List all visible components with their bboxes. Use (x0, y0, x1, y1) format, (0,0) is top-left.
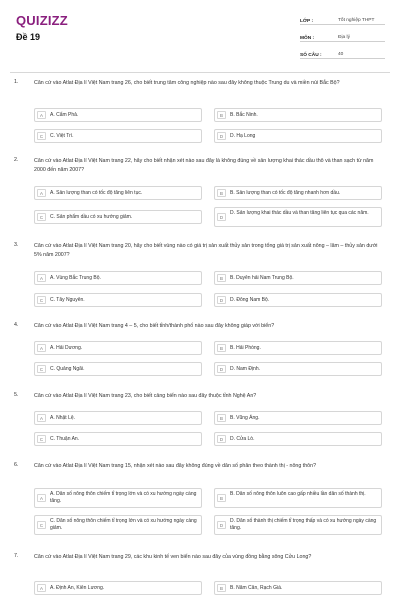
meta-value: Tốt nghiệp THPT (338, 18, 375, 23)
question-text: Căn cứ vào Atlat Địa lí Việt Nam trang 29, các khu kinh tế ven biển nào sau đây của vùng đồng bằng sông Cửu Long? (34, 554, 312, 560)
option-b[interactable] (214, 581, 382, 595)
question-number: 2. (14, 157, 19, 163)
option-text: D. Cửa Lò. (230, 436, 255, 442)
option-letter: A (37, 274, 46, 282)
option-d[interactable] (214, 207, 382, 227)
option-letter: C (37, 365, 46, 373)
question-text: Căn cứ vào Atlat Địa lí Việt Nam trang 20, hãy cho biết vùng nào có giá trị sản xuất thủy sản trong tổng giá trị sản xuất nông – lâm – thủy sản dưới 5% năm 2007? (34, 243, 378, 258)
option-a[interactable] (34, 108, 202, 122)
option-letter: C (37, 296, 46, 304)
header-divider (10, 72, 390, 73)
worksheet-header (0, 0, 400, 70)
option-letter: C (37, 132, 46, 140)
option-b[interactable] (214, 108, 382, 122)
option-b[interactable] (214, 341, 382, 355)
option-text: D. Hạ Long (230, 133, 256, 139)
option-letter: B (217, 414, 226, 422)
option-text: D. Sản lượng khai thác dầu và than tăng liên tục qua các năm. (230, 210, 369, 216)
option-letter: B (217, 344, 226, 352)
option-c[interactable] (34, 210, 202, 224)
option-text: A. Vùng Bắc Trung Bộ. (50, 275, 101, 281)
question-text: Căn cứ vào Atlat Địa lí Việt Nam trang 4 – 5, cho biết tỉnh/thành phố nào sau đây không giáp với biển? (34, 323, 275, 329)
option-text: A. Hải Dương. (50, 345, 83, 351)
option-text: D. Đông Nam Bộ. (230, 297, 270, 303)
option-c[interactable] (34, 362, 202, 376)
option-text: B. Sản lượng than có tốc độ tăng nhanh hơn dầu. (230, 190, 341, 196)
option-text: A. Định An, Kiên Lương. (50, 585, 105, 591)
worksheet-meta (300, 13, 385, 64)
option-d[interactable] (214, 293, 382, 307)
question-number: 3. (14, 242, 19, 248)
option-d[interactable] (214, 129, 382, 143)
meta-value: 40 (338, 52, 344, 57)
option-letter: D (217, 365, 226, 373)
option-a[interactable] (34, 581, 202, 595)
option-text: A. Nhật Lệ. (50, 415, 76, 421)
option-text: A. Cẩm Phả. (50, 112, 79, 118)
option-letter: B (217, 111, 226, 119)
option-letter: C (37, 521, 46, 529)
option-text: B. Hải Phòng. (230, 345, 261, 351)
option-letter: B (217, 189, 226, 197)
option-letter: C (37, 435, 46, 443)
option-letter: D (217, 132, 226, 140)
option-c[interactable] (34, 515, 202, 535)
question-text: Căn cứ vào Atlat Địa lí Việt Nam trang 23, cho biết cảng biển nào sau đây thuộc tỉnh Nghệ An? (34, 393, 257, 399)
option-b[interactable] (214, 271, 382, 285)
option-text: A. Dân số nông thôn chiếm tỉ trọng lớn và có xu hướng ngày càng tăng. (50, 491, 197, 504)
option-letter: C (37, 213, 46, 221)
option-letter: D (217, 213, 226, 221)
exam-title: Đề 19 (16, 32, 41, 42)
option-letter: D (217, 435, 226, 443)
option-b[interactable] (214, 488, 382, 508)
meta-label: LỚP : (300, 19, 314, 24)
option-d[interactable] (214, 432, 382, 446)
option-letter: A (37, 494, 46, 502)
option-letter: A (37, 414, 46, 422)
option-d[interactable] (214, 515, 382, 535)
option-text: C. Quảng Ngãi. (50, 366, 85, 372)
option-a[interactable] (34, 411, 202, 425)
question-number: 1. (14, 79, 19, 85)
option-text: C. Tây Nguyên. (50, 297, 85, 303)
option-a[interactable] (34, 488, 202, 508)
meta-row-subject (300, 30, 385, 42)
meta-label: SỐ CÂU : (300, 53, 322, 58)
option-text: B. Dân số nông thôn luôn cao gấp nhiều lần dân số thành thị. (230, 491, 366, 497)
option-letter: A (37, 344, 46, 352)
option-text: D. Dân số thành thị chiếm tỉ trọng thấp và có xu hướng ngày càng tăng. (230, 518, 377, 531)
option-d[interactable] (214, 362, 382, 376)
option-b[interactable] (214, 411, 382, 425)
option-text: C. Việt Trì. (50, 133, 74, 139)
option-text: B. Vũng Áng. (230, 415, 260, 421)
question-text: Căn cứ vào Atlat Địa lí Việt Nam trang 15, nhận xét nào sau đây không đúng về dân số phân theo thành thị - nông thôn? (34, 463, 317, 469)
option-a[interactable] (34, 186, 202, 200)
option-text: C. Sản phẩm dầu có xu hướng giảm. (50, 214, 133, 220)
option-text: B. Năm Căn, Rạch Giá. (230, 585, 283, 591)
question-text: Căn cứ vào Atlat Địa lí Việt Nam trang 22, hãy cho biết nhận xét nào sau đây là không đúng về sản lượng khai thác dầu thô và than sạch từ năm 2000 đến năm 2007? (34, 158, 374, 173)
question-number: 4. (14, 322, 19, 328)
option-c[interactable] (34, 432, 202, 446)
option-letter: B (217, 584, 226, 592)
meta-row-question-count (300, 47, 385, 59)
question-number: 6. (14, 462, 19, 468)
option-c[interactable] (34, 129, 202, 143)
option-text: A. Sản lượng than có tốc độ tăng liên tục. (50, 190, 143, 196)
option-letter: D (217, 521, 226, 529)
option-text: B. Bắc Ninh. (230, 112, 258, 118)
meta-row-class (300, 13, 385, 25)
question-text: Căn cứ vào Atlat Địa lí Việt Nam trang 26, cho biết trung tâm công nghiệp nào sau đây không thuộc Trung du và miền núi Bắc Bộ? (34, 80, 340, 86)
option-text: C. Thuận An. (50, 436, 80, 442)
meta-value: Địa lý (338, 35, 350, 40)
question-number: 5. (14, 392, 19, 398)
option-letter: B (217, 274, 226, 282)
option-b[interactable] (214, 186, 382, 200)
option-text: B. Duyên hải Nam Trung Bộ. (230, 275, 294, 281)
option-letter: A (37, 111, 46, 119)
option-letter: D (217, 296, 226, 304)
option-c[interactable] (34, 293, 202, 307)
option-letter: A (37, 584, 46, 592)
question-number: 7. (14, 553, 19, 559)
option-text: C. Dân số nông thôn chiếm tỉ trọng lớn và có xu hướng ngày càng giảm. (50, 518, 197, 531)
option-letter: B (217, 494, 226, 502)
option-letter: A (37, 189, 46, 197)
meta-label: MÔN : (300, 36, 315, 41)
option-text: D. Nam Định. (230, 366, 261, 372)
option-a[interactable] (34, 271, 202, 285)
quizizz-logo: QUIZIZZ (16, 13, 68, 28)
option-a[interactable] (34, 341, 202, 355)
